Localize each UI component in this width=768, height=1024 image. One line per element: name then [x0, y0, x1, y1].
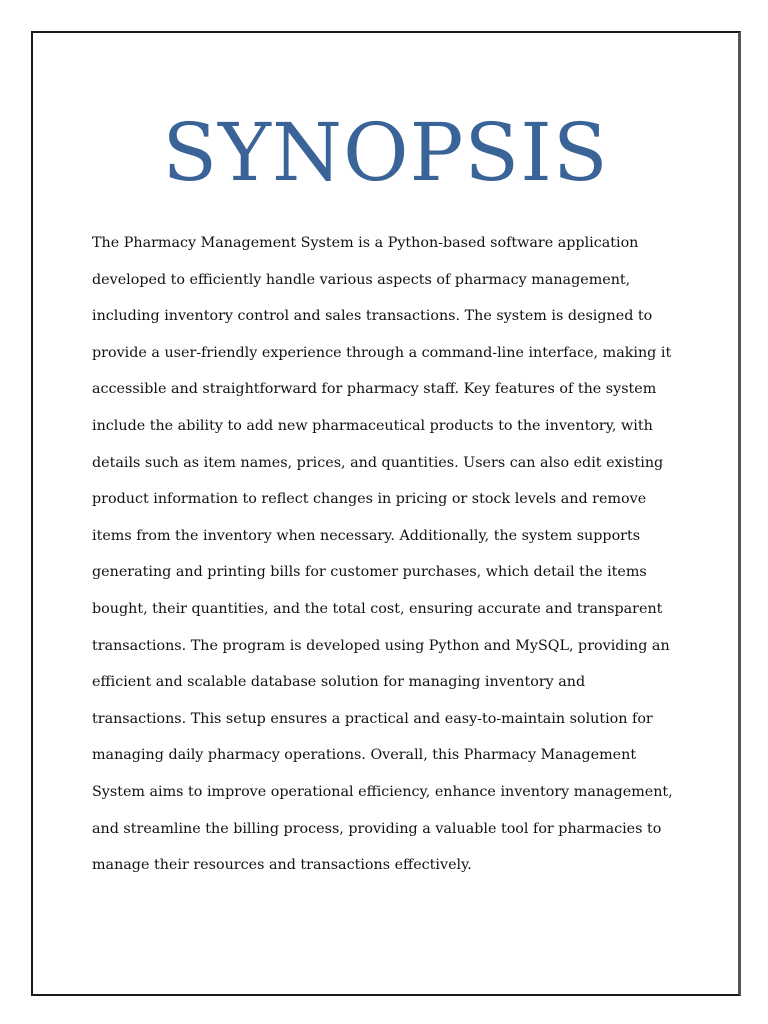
body-line: System aims to improve operational efficiency, enhance inventory management,	[92, 783, 673, 800]
body-line: manage their resources and transactions effectively.	[92, 857, 472, 874]
document-page	[31, 31, 741, 996]
body-line: developed to efficiently handle various aspects of pharmacy management,	[92, 271, 631, 288]
body-line: product information to reflect changes in pricing or stock levels and remove	[92, 491, 647, 508]
page-title: SYNOPSIS	[162, 106, 609, 199]
body-line: accessible and straightforward for pharmacy staff. Key features of the system	[92, 381, 657, 398]
body-line: include the ability to add new pharmaceutical products to the inventory, with	[92, 417, 653, 434]
body-line: provide a user-friendly experience through a command-line interface, making it	[92, 344, 672, 361]
body-line: generating and printing bills for customer purchases, which detail the items	[92, 564, 647, 581]
body-line: and streamline the billing process, providing a valuable tool for pharmacies to	[92, 820, 662, 837]
body-line: items from the inventory when necessary. Additionally, the system supports	[92, 527, 641, 544]
body-line: efficient and scalable database solution for managing inventory and	[92, 674, 586, 691]
body-line: details such as item names, prices, and quantities. Users can also edit existing	[92, 454, 664, 471]
body-line: including inventory control and sales transactions. The system is designed to	[92, 308, 653, 325]
body-line: transactions. The program is developed using Python and MySQL, providing an	[92, 637, 670, 654]
body-line: managing daily pharmacy operations. Overall, this Pharmacy Management	[92, 747, 637, 764]
synopsis-body	[92, 228, 692, 887]
body-line: transactions. This setup ensures a practical and easy-to-maintain solution for	[92, 710, 653, 727]
body-line: bought, their quantities, and the total cost, ensuring accurate and transparent	[92, 600, 663, 617]
body-line: The Pharmacy Management System is a Python-based software application	[92, 235, 639, 251]
